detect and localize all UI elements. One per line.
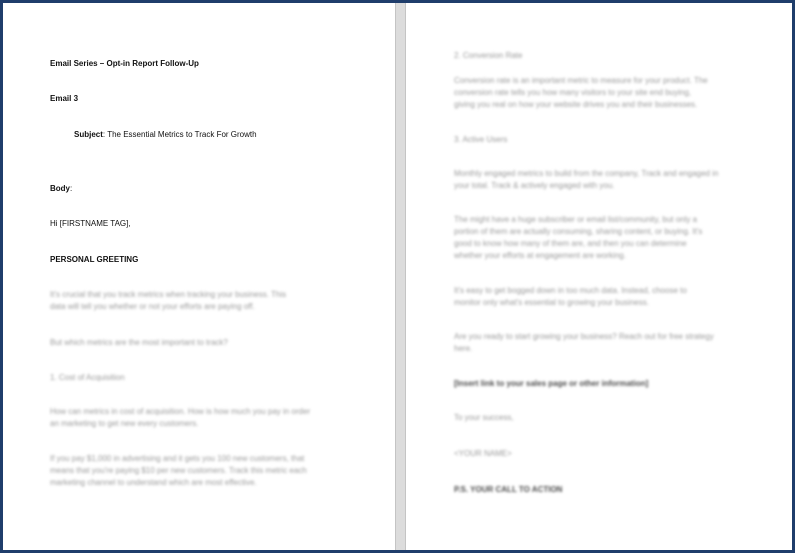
blurred-paragraph	[454, 448, 512, 460]
blurred-paragraph	[454, 214, 702, 262]
blurred-line: monitor only what's essential to growing your business.	[454, 298, 649, 307]
blurred-line: But which metrics are the most important to track?	[50, 338, 228, 347]
blurred-paragraph	[50, 337, 228, 349]
blurred-line: here.	[454, 344, 473, 353]
blurred-line: If you pay $1,000 in advertising and it gets you 100 new customers, that	[50, 454, 305, 463]
page-gutter	[395, 3, 406, 550]
blurred-paragraph	[454, 412, 514, 424]
greeting-line: Hi [FIRSTNAME TAG],	[50, 219, 131, 228]
blurred-line: How can metrics in cost of acquisition. How is how much you pay in order	[50, 407, 311, 416]
blurred-line: It's crucial that you track metrics when tracking your business. This	[50, 290, 287, 299]
blurred-line: conversion rate tells you how many visitors to your site end buying,	[454, 88, 692, 97]
blurred-line: It's easy to get bogged down in too much data. Instead, choose to	[454, 286, 687, 295]
body-heading	[50, 183, 72, 194]
subject-label: Subject	[74, 130, 103, 139]
blurred-paragraph	[454, 285, 687, 309]
blurred-paragraph	[50, 453, 307, 489]
blurred-line: portion of them are actually consuming, sharing content, or buying. It's	[454, 227, 703, 236]
blurred-line: data will tell you whether or not your efforts are paying off.	[50, 302, 255, 311]
body-colon: :	[70, 184, 73, 193]
blurred-line: your total. Track & actively engaged with you.	[454, 181, 615, 190]
blurred-line: 2. Conversion Rate	[454, 51, 523, 60]
blurred-line: P.S. YOUR CALL TO ACTION	[454, 485, 563, 494]
document-title: Email Series – Opt-in Report Follow-Up	[50, 59, 199, 68]
blurred-line: whether your efforts at engagement are working.	[454, 251, 626, 260]
blurred-paragraph	[454, 50, 522, 62]
blurred-paragraph	[50, 289, 286, 313]
blurred-line: good to know how many of them are, and then you can determine	[454, 239, 687, 248]
blurred-line: Conversion rate is an important metric to measure for your product. The	[454, 76, 708, 85]
blurred-paragraph	[454, 168, 718, 192]
blurred-line: marketing channel to understand which are most effective.	[50, 478, 257, 487]
blurred-line: To your success,	[454, 413, 514, 422]
blurred-line: 1. Cost of Acquisition	[50, 373, 125, 382]
blurred-line: giving you real on how your website drives you and their businesses.	[454, 100, 698, 109]
blurred-paragraph	[454, 75, 708, 111]
blurred-line: 3. Active Users	[454, 135, 508, 144]
blurred-line: Are you ready to start growing your business? Reach out for free strategy	[454, 332, 714, 341]
blurred-line: [Insert link to your sales page or other information]	[454, 379, 649, 388]
body-label: Body	[50, 184, 70, 193]
personal-greeting-heading: PERSONAL GREETING	[50, 255, 139, 264]
blurred-line: Monthly engaged metrics to build from the company, Track and engaged in	[454, 169, 719, 178]
blurred-line: means that you're paying $10 per new customers. Track this metric each	[50, 466, 307, 475]
subject-line	[74, 129, 257, 140]
blurred-line: The might have a huge subscriber or email list/community, but only a	[454, 215, 698, 224]
blurred-paragraph	[454, 484, 562, 496]
email-number-label: Email 3	[50, 94, 79, 103]
document-page-left	[3, 3, 395, 550]
blurred-line: an marketing to get new every customers.	[50, 419, 199, 428]
blurred-line: <YOUR NAME>	[454, 449, 512, 458]
document-page-right	[406, 3, 792, 550]
blurred-paragraph	[454, 134, 507, 146]
blurred-paragraph	[454, 331, 714, 355]
blurred-paragraph	[50, 406, 310, 430]
blurred-paragraph	[454, 378, 648, 390]
subject-value: : The Essential Metrics to Track For Growth	[102, 130, 257, 139]
blurred-paragraph	[50, 372, 125, 384]
